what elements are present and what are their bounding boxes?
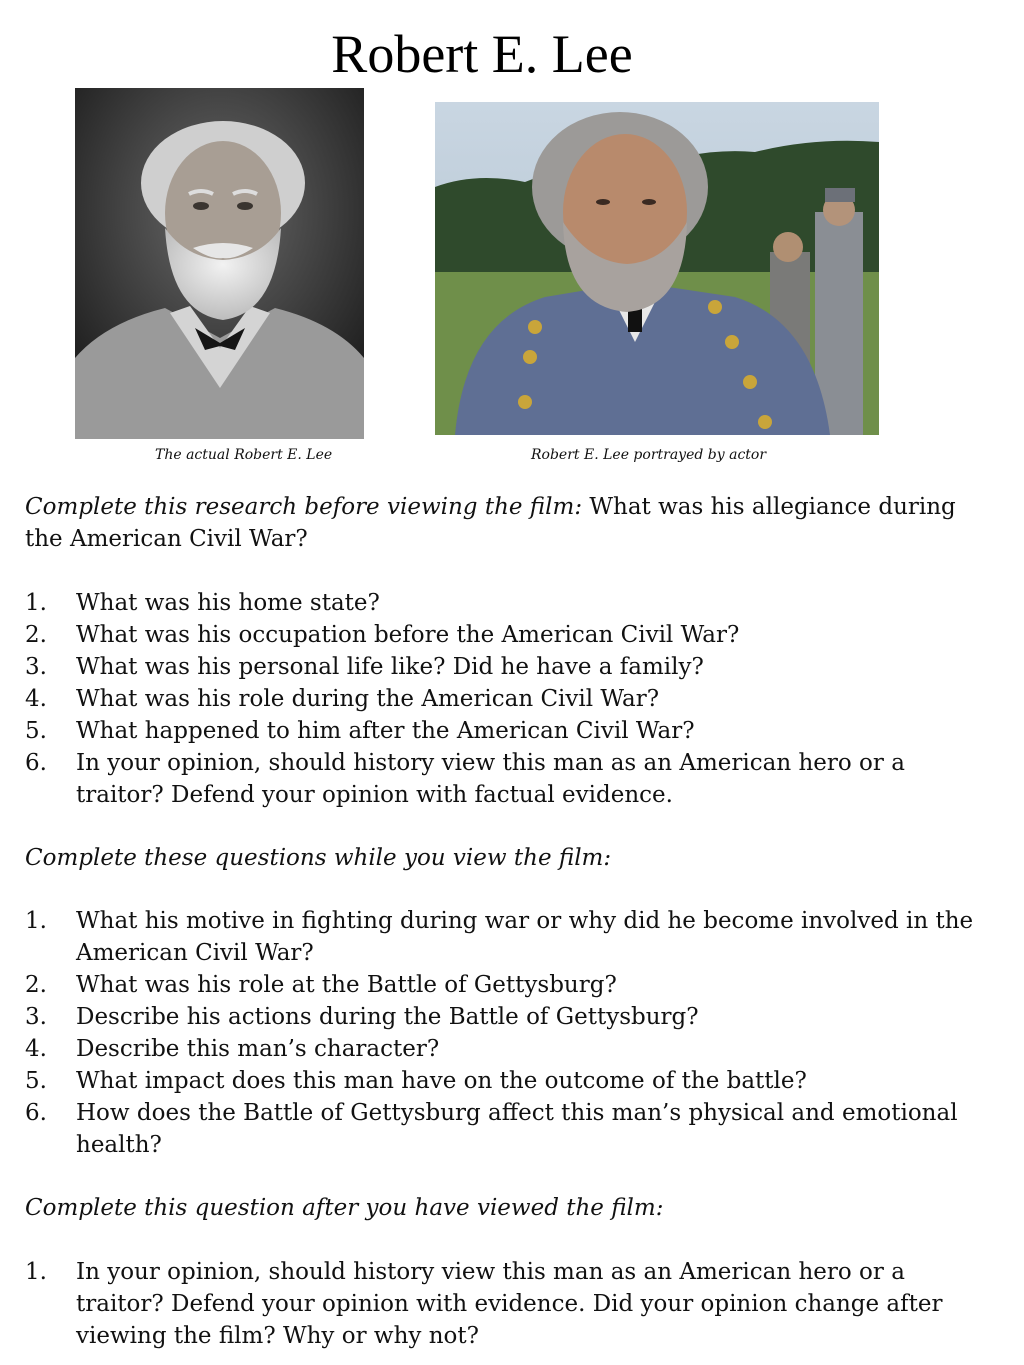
list-item: 3. Describe his actions during the Battle of Gettysburg? <box>25 1004 699 1030</box>
during-viewing-list <box>25 905 985 1161</box>
caption-actor: Robert E. Lee portrayed by actor <box>531 447 767 463</box>
allegiance-question: What was his allegiance during the American Civil War? <box>25 494 956 552</box>
list-item: 1. What was his home state? <box>25 590 380 616</box>
list-item: 5. What impact does this man have on the outcome of the battle? <box>25 1068 807 1094</box>
before-viewing-lead: Complete this research before viewing the film: <box>25 494 583 520</box>
list-item: 1. What his motive in fighting during war or why did he become involved in the American Civil War? <box>25 908 974 966</box>
list-item: 6. How does the Battle of Gettysburg affect this man’s physical and emotional health? <box>25 1100 958 1158</box>
list-item: 4. Describe this man’s character? <box>25 1036 440 1062</box>
during-viewing-lead: Complete these questions while you view the film: <box>25 845 612 871</box>
before-viewing-list <box>25 587 985 811</box>
caption-actual: The actual Robert E. Lee <box>155 447 333 463</box>
after-viewing-heading <box>25 1192 985 1224</box>
list-item: 1. In your opinion, should history view this man as an American hero or a traitor? Defend your opinion with evidence. Did your opinion change after viewing the film? Why or why not? <box>25 1259 943 1349</box>
list-item: 2. What was his role at the Battle of Gettysburg? <box>25 972 617 998</box>
list-item: 2. What was his occupation before the American Civil War? <box>25 622 740 648</box>
portrait-photo-actual <box>75 88 364 439</box>
during-viewing-heading <box>25 842 985 874</box>
after-viewing-lead: Complete this question after you have viewed the film: <box>25 1195 664 1221</box>
list-item: 6. In your opinion, should history view this man as an American hero or a traitor? Defend your opinion with factual evidence. <box>25 750 905 808</box>
list-item: 4. What was his role during the American Civil War? <box>25 686 660 712</box>
list-item: 5. What happened to him after the American Civil War? <box>25 718 695 744</box>
after-viewing-list <box>25 1256 985 1352</box>
page-title: Robert E. Lee <box>331 24 633 84</box>
list-item: 3. What was his personal life like? Did he have a family? <box>25 654 704 680</box>
portrait-photo-actor <box>435 102 879 435</box>
before-viewing-heading <box>25 491 985 555</box>
